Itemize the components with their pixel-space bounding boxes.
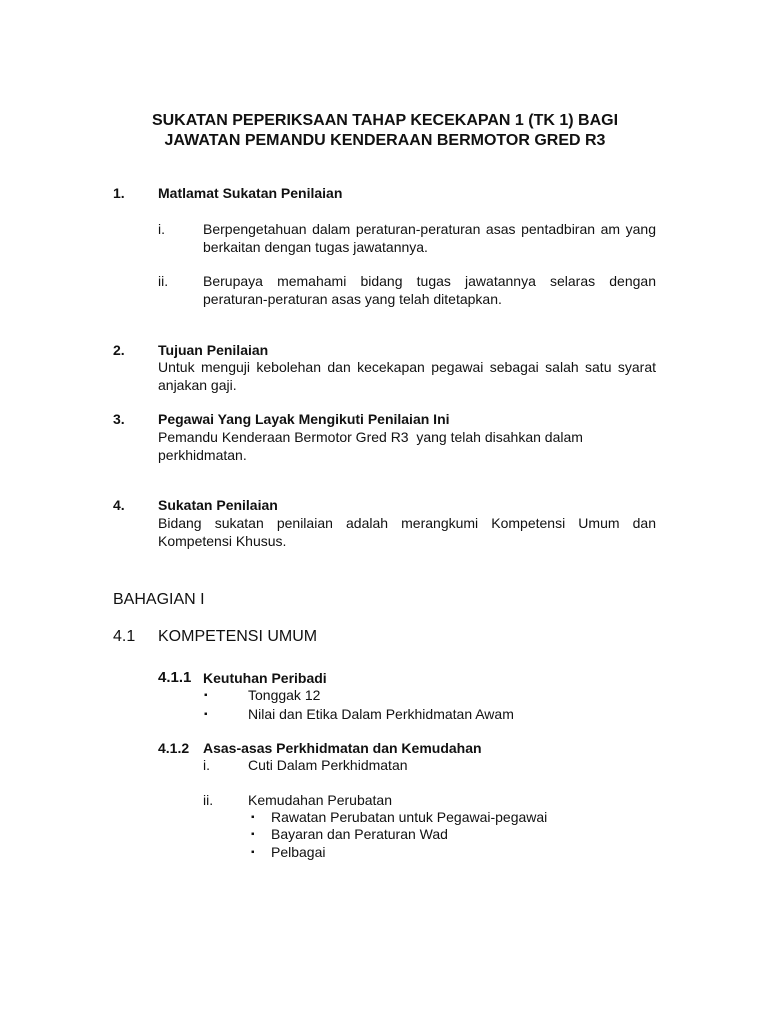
section-3-text: [158, 429, 656, 464]
section-3-text-line-1: Pemandu Kenderaan Bermotor Gred R3 yang telah disahkan dalam: [158, 429, 583, 445]
section-4-1-2-heading: Asas-asas Perkhidmatan dan Kemudahan: [203, 740, 482, 756]
bullet-icon: ▪: [251, 847, 255, 858]
section-1-item-1-marker: i.: [158, 221, 165, 237]
section-1-item-1-text: Berpengetahuan dalam peraturan-peraturan asas pentadbiran am yang berkaitan dengan tugas jawatannya.: [203, 221, 656, 255]
section-4-1-2-item-2-text: Kemudahan Perubatan: [248, 792, 392, 808]
section-3-number: 3.: [113, 411, 125, 427]
title-line-2: JAWATAN PEMANDU KENDERAAN BERMOTOR GRED R3: [164, 132, 606, 149]
section-4-1-2-subitem-3: Pelbagai: [271, 844, 326, 860]
section-4-1-2-item-1-marker: i.: [203, 757, 210, 773]
bullet-icon: ▪: [251, 829, 255, 840]
section-4-1-2-number: 4.1.2: [158, 740, 190, 756]
section-1-heading: Matlamat Sukatan Penilaian: [158, 185, 343, 201]
section-1-item-2-text: Berupaya memahami bidang tugas jawatannya selaras dengan peraturan-peraturan asas yang telah ditetapkan.: [203, 273, 656, 307]
section-4-1-2-item-1-text: Cuti Dalam Perkhidmatan: [248, 757, 408, 773]
section-4-1-2-subitem-2: Bayaran dan Peraturan Wad: [271, 826, 448, 842]
section-3-heading: Pegawai Yang Layak Mengikuti Penilaian Ini: [158, 411, 450, 427]
section-4-heading: Sukatan Penilaian: [158, 497, 278, 513]
section-4-text: Bidang sukatan penilaian adalah merangkumi Kompetensi Umum dan Kompetensi Khusus.: [158, 515, 656, 549]
section-2-text: Untuk menguji kebolehan dan kecekapan pegawai sebagai salah satu syarat anjakan gaji.: [158, 359, 656, 393]
section-4-1-2-item-2-marker: ii.: [203, 792, 214, 808]
part-heading: BAHAGIAN I: [113, 591, 205, 608]
section-1-number: 1.: [113, 185, 125, 201]
document-title: [100, 111, 670, 151]
bullet-icon: ▪: [204, 709, 208, 720]
section-4-1-1-number: 4.1.1: [158, 669, 192, 686]
section-3-text-line-2: perkhidmatan.: [158, 446, 247, 463]
section-4-1-number: 4.1: [113, 628, 136, 645]
section-4-1-1-item-2: Nilai dan Etika Dalam Perkhidmatan Awam: [248, 706, 514, 722]
title-line-1: SUKATAN PEPERIKSAAN TAHAP KECEKAPAN 1 (TK 1) BAGI: [151, 112, 619, 129]
section-4-1-1-item-1: Tonggak 12: [248, 687, 321, 703]
section-2-heading: Tujuan Penilaian: [158, 342, 269, 358]
section-4-number: 4.: [113, 497, 125, 513]
bullet-icon: ▪: [251, 812, 255, 823]
section-4-1-2-subitem-1: Rawatan Perubatan untuk Pegawai-pegawai: [271, 809, 548, 825]
section-1-item-2-marker: ii.: [158, 273, 169, 289]
section-4-1-1-heading: Keutuhan Peribadi: [203, 670, 327, 686]
section-4-1-heading: KOMPETENSI UMUM: [158, 628, 318, 645]
bullet-icon: ▪: [204, 690, 208, 701]
section-2-number: 2.: [113, 342, 125, 358]
